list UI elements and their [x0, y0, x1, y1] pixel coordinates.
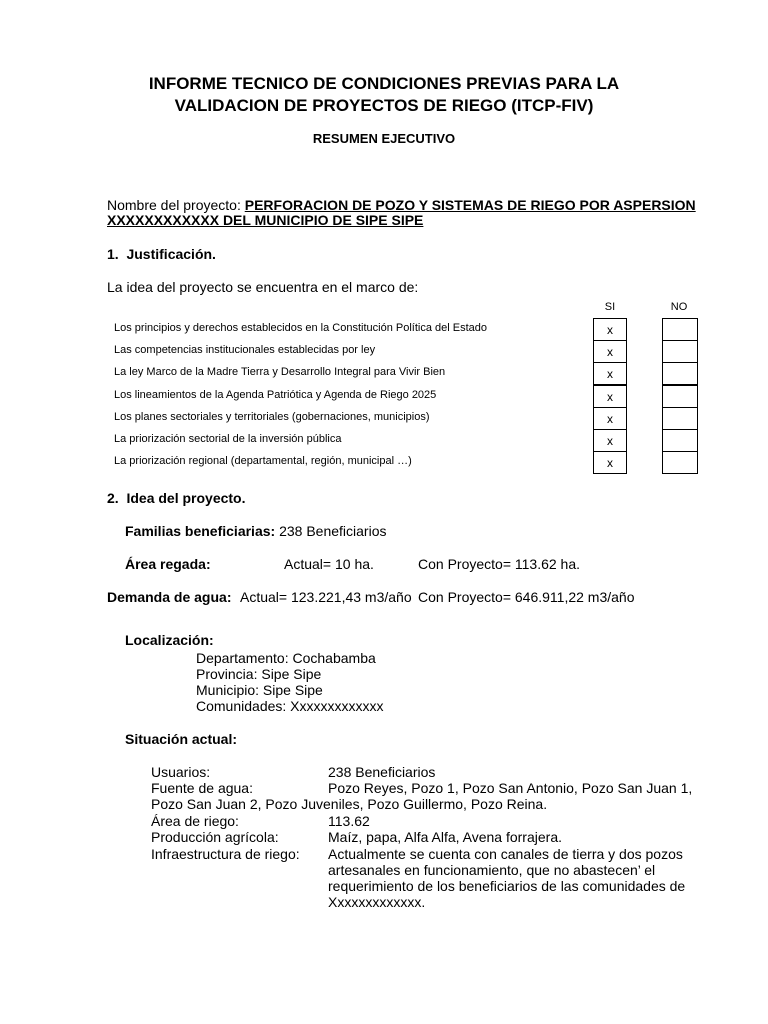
criteria-si-checkbox[interactable]: [593, 318, 627, 341]
localizacion-colon: :: [209, 632, 214, 648]
demanda-con-proyecto: Con Proyecto= 646.911,22 m3/año: [418, 589, 635, 605]
infraestructura-value-line1: Actualmente se cuenta con canales de tierra y dos pozos: [328, 846, 683, 862]
section1-heading: [107, 246, 216, 262]
criteria-label: La ley Marco de la Madre Tierra y Desarrollo Integral para Vivir Bien: [114, 366, 446, 378]
demanda-actual: Actual= 123.221,43 m3/año: [240, 589, 412, 605]
column-header-no: NO: [670, 301, 688, 313]
criteria-label: La priorización sectorial de la inversión pública: [114, 433, 342, 445]
criteria-si-mark: x: [607, 345, 613, 359]
localizacion-provincia: Provincia: Sipe Sipe: [196, 666, 322, 682]
criteria-si-mark: x: [607, 367, 613, 381]
demanda-colon: :: [226, 589, 232, 605]
criteria-no-checkbox[interactable]: [662, 362, 698, 385]
document-title-line1: INFORME TECNICO DE CONDICIONES PREVIAS PARA LA: [148, 74, 620, 93]
area-riego-value: 113.62: [328, 813, 370, 829]
criteria-label: Los planes sectoriales y territoriales (gobernaciones, municipios): [114, 411, 430, 423]
criteria-si-checkbox[interactable]: [593, 340, 627, 363]
produccion-label: Producción agrícola:: [151, 829, 279, 845]
criteria-no-checkbox[interactable]: [662, 385, 698, 408]
section1-title: Justificación.: [126, 246, 216, 262]
localizacion-label: Localización: [125, 632, 210, 648]
infraestructura-label: Infraestructura de riego:: [151, 846, 300, 862]
criteria-label: La priorización regional (departamental, región, municipal …): [114, 455, 412, 467]
usuarios-label: Usuarios:: [151, 764, 211, 780]
criteria-si-checkbox[interactable]: [593, 385, 627, 408]
criteria-label: Los lineamientos de la Agenda Patriótica y Agenda de Riego 2025: [114, 389, 437, 401]
demanda-label-row: [107, 589, 232, 605]
area-con-proyecto: Con Proyecto= 113.62 ha.: [418, 556, 581, 572]
localizacion-departamento: Departamento: Cochabamba: [196, 650, 376, 666]
criteria-si-checkbox[interactable]: [593, 407, 627, 430]
section2-title: Idea del proyecto.: [126, 490, 246, 506]
criteria-si-mark: x: [607, 323, 613, 337]
fuente-value-line2: Pozo San Juan 2, Pozo Juveniles, Pozo Guillermo, Pozo Reina.: [151, 796, 548, 812]
project-name-line2: XXXXXXXXXXXX DEL MUNICIPIO DE SIPE SIPE: [107, 212, 424, 228]
section1-number: 1.: [107, 246, 119, 262]
criteria-label: Los principios y derechos establecidos en la Constitución Política del Estado: [114, 322, 487, 334]
criteria-si-checkbox[interactable]: [593, 451, 627, 474]
project-name-value: PERFORACION DE POZO Y SISTEMAS DE RIEGO POR ASPERSION: [244, 197, 696, 213]
criteria-no-checkbox[interactable]: [662, 340, 698, 363]
familias-value: 238 Beneficiarios: [275, 523, 387, 539]
criteria-no-checkbox[interactable]: [662, 429, 698, 452]
familias-row: [125, 523, 387, 539]
criteria-si-checkbox[interactable]: [593, 429, 627, 452]
project-name-label: Nombre del proyecto:: [107, 197, 245, 213]
criteria-si-mark: x: [607, 434, 613, 448]
demanda-label: Demanda de agua: [107, 589, 227, 605]
criteria-no-checkbox[interactable]: [662, 318, 698, 341]
criteria-label: Las competencias institucionales establecidas por ley: [114, 344, 376, 356]
infraestructura-value-line2: artesanales en funcionamiento, que no abastecen’ el: [328, 862, 656, 878]
localizacion-municipio: Municipio: Sipe Sipe: [196, 682, 323, 698]
section2-number: 2.: [107, 490, 119, 506]
criteria-si-mark: x: [607, 390, 613, 404]
criteria-no-checkbox[interactable]: [662, 451, 698, 474]
area-actual: Actual= 10 ha.: [284, 556, 374, 572]
criteria-si-mark: x: [607, 412, 613, 426]
situacion-actual-heading: Situación actual:: [125, 731, 238, 747]
section2-heading: [107, 490, 246, 506]
area-regada-colon: :: [205, 556, 211, 572]
fuente-label: Fuente de agua:: [151, 780, 253, 796]
usuarios-value: 238 Beneficiarios: [328, 764, 436, 780]
familias-colon: :: [270, 523, 276, 539]
produccion-value: Maíz, papa, Alfa Alfa, Avena forrajera.: [328, 829, 562, 845]
document-subtitle: RESUMEN EJECUTIVO: [312, 131, 456, 146]
criteria-si-checkbox[interactable]: [593, 362, 627, 385]
column-header-si: SI: [604, 301, 616, 313]
project-name-line1: [107, 197, 696, 213]
criteria-no-checkbox[interactable]: [662, 407, 698, 430]
area-regada-label: Área regada: [125, 556, 206, 572]
section1-intro: La idea del proyecto se encuentra en el marco de:: [107, 279, 419, 295]
infraestructura-value-line4: Xxxxxxxxxxxxx.: [328, 894, 426, 910]
document-title-line2: VALIDACION DE PROYECTOS DE RIEGO (ITCP-FIV): [174, 96, 594, 115]
infraestructura-value-line3: requerimiento de los beneficiarios de las comunidades de: [328, 878, 686, 894]
fuente-value-line1: Pozo Reyes, Pozo 1, Pozo San Antonio, Pozo San Juan 1,: [328, 780, 693, 796]
familias-label: Familias beneficiarias: [125, 523, 271, 539]
localizacion-comunidades: Comunidades: Xxxxxxxxxxxxx: [196, 698, 384, 714]
area-regada-label-row: [125, 556, 211, 572]
criteria-si-mark: x: [607, 456, 613, 470]
area-riego-label: Área de riego:: [151, 813, 239, 829]
localizacion-heading: [125, 632, 214, 648]
